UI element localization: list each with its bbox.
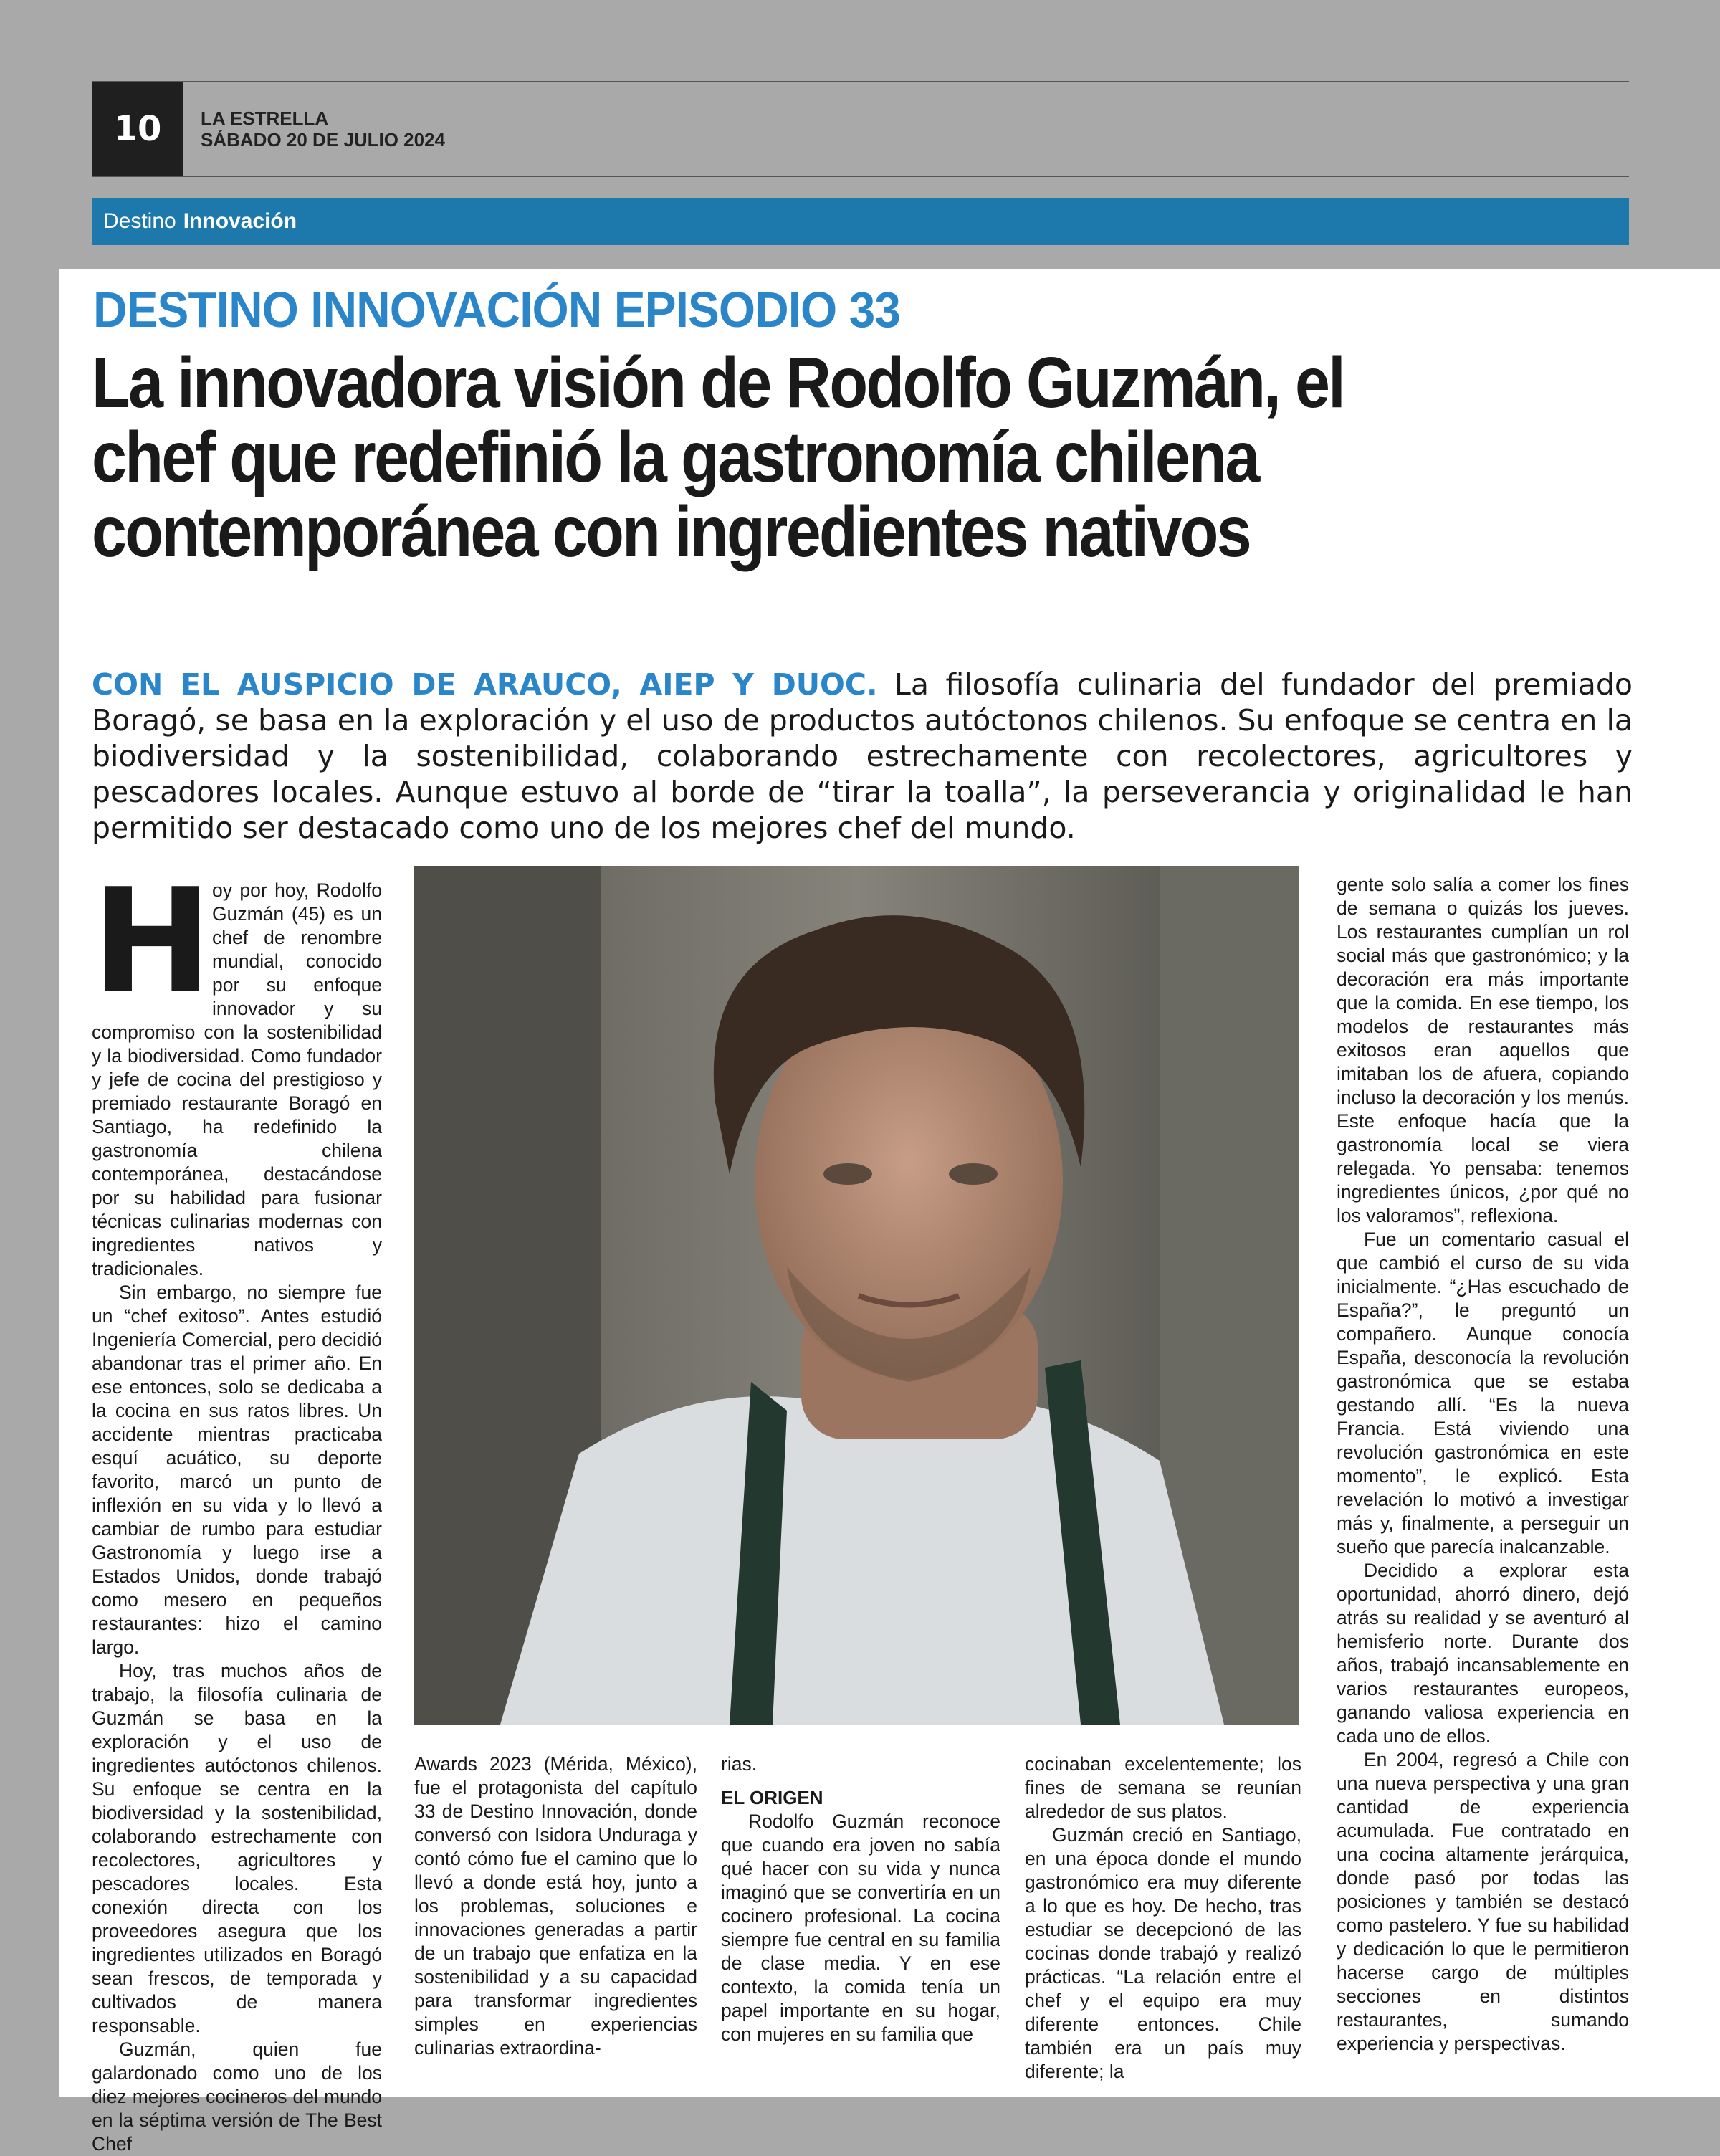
section-label: Destino bbox=[103, 209, 176, 233]
paper-name: LA ESTRELLA bbox=[201, 108, 329, 129]
paper-date: SÁBADO 20 DE JULIO 2024 bbox=[201, 129, 446, 151]
headline-line: La innovadora visión de Rodolfo Guzmán, el bbox=[92, 343, 1344, 423]
article-headline bbox=[92, 343, 1504, 572]
paragraph: Awards 2023 (Mérida, México), fue el protagonista del capítulo 33 de Destino Innovación, donde conversó con Isidora Unduraga y contó cómo fue el camino que lo llevó a donde está hoy, junto a los problemas, soluciones e innovaciones generadas a partir de un trabajo que enfatiza en la sostenibilidad y a su capacidad para transformar ingredientes simples en experiencias culinarias extraordina- bbox=[414, 1753, 697, 2059]
paragraph: gente solo salía a comer los fines de semana o quizás los jueves. Los restaurantes cumplían un rol social más que gastronómico; y la decoración era más importante que la comida. En ese tiempo, los modelos de restaurantes más exitosos eran aquellos que imitaban los de afuera, copiando incluso la decoración y los menús. Este enfoque hacía que la gastronomía local se viera relegada. Yo pensaba: tenemos ingredientes únicos, ¿por qué no los valoramos”, reflexiona. bbox=[1337, 874, 1629, 1226]
paragraph: En 2004, regresó a Chile con una nueva perspectiva y una gran cantidad de experiencia acumulada. Fue contratado en una cocina altamente jerárquica, donde pasó por todas las posiciones y también se destacó como pastelero. Y fue su habilidad y dedicación lo que le permitieron hacerse cargo de múltiples secciones en distintos restaurantes, sumando experiencia y perspectivas. bbox=[1337, 1749, 1629, 2054]
paragraph: Guzmán creció en Santiago, en una época donde el mundo gastronómico era muy diferente a lo que es hoy. De hecho, tras estudiar se decepcionó de las cocinas donde trabajó y realizó prácticas. “La relación entre el chef y el equipo era muy diferente entonces. Chile también era un país muy diferente; la bbox=[1025, 1824, 1301, 2082]
headline-line: chef que redefinió la gastronomía chilena bbox=[92, 417, 1258, 497]
headline-line: contemporánea con ingredientes nativos bbox=[92, 492, 1251, 572]
paragraph: oy por hoy, Rodolfo Guzmán (45) es un chef de renombre mundial, conocido por su enfoque innovador y su compromiso con la sostenibilidad y la biodiversidad. Como fundador y jefe de cocina del prestigioso y premiado restaurante Boragó en Santiago, ha redefinido la gastronomía chilena contemporánea, destacándose por su habilidad para fusionar técnicas culinarias modernas con ingredientes nativos y tradicionales. bbox=[92, 879, 382, 1279]
portrait-photo bbox=[414, 866, 1299, 1725]
column-4 bbox=[1025, 1752, 1301, 2084]
article-lead bbox=[92, 667, 1633, 846]
paragraph: Fue un comentario casual el que cambió el curso de su vida inicialmente. “¿Has escuchado de España?”, le preguntó un compañero. Aunque conocía España, desconocía la revolución gastronómica que se estaba gestando allí. “Es la nueva Francia. Está viviendo una revolución gastronómica en este momento”, le explicó. Esta revelación lo motivó a investigar más y, finalmente, a perseguir un sueño que parecía inalcanzable. bbox=[1337, 1229, 1629, 1558]
header-rule-top bbox=[92, 81, 1629, 82]
paragraph: rias. bbox=[721, 1753, 758, 1775]
drop-cap: H bbox=[92, 858, 212, 1025]
paragraph: cocinaban excelentemente; los fines de semana se reunían alrededor de sus platos. bbox=[1025, 1753, 1301, 1822]
paragraph: Rodolfo Guzmán reconoce que cuando era joven no sabía qué hacer con su vida y nunca imaginó que se convertiría en un cocinero profesional. La cocina siempre fue central en su familia de clase media. Y en ese contexto, la comida tenía un papel importante en su hogar, con mujeres en su familia que bbox=[721, 1811, 1000, 2045]
column-5 bbox=[1337, 873, 1629, 2056]
paragraph: Decidido a explorar esta oportunidad, ahorró dinero, dejó atrás su realidad y se aventuró al hemisferio norte. Durante dos años, trabajó incansablemente en varios restaurantes europeos, ganando valiosa experiencia en cada uno de ellos. bbox=[1337, 1560, 1629, 1747]
page-number: 10 bbox=[92, 82, 183, 176]
paragraph: Sin embargo, no siempre fue un “chef exitoso”. Antes estudió Ingeniería Comercial, pero decidió abandonar tras el primer año. En ese entonces, solo se dedicaba a la cocina en sus ratos libres. Un accidente mientras practicaba esquí acuático, su deporte favorito, marcó un punto de inflexión en su vida y lo llevó a cambiar de rumbo para estudiar Gastronomía y luego irse a Estados Unidos, donde trabajó como mesero en pequeños restaurantes: hizo el camino largo. bbox=[92, 1282, 382, 1658]
paragraph: Hoy, tras muchos años de trabajo, la filosofía culinaria de Guzmán se basa en la exploración y el uso de ingredientes autóctonos chilenos. Su enfoque se centra en la biodiversidad y la sostenibilidad, colaborando estrechamente con recolectores, agricultores y pescadores locales. Esta conexión directa con los proveedores asegura que los ingredientes utilizados en Boragó sean frescos, de temporada y cultivados de manera responsable. bbox=[92, 1660, 382, 2036]
subhead: EL ORIGEN bbox=[721, 1787, 823, 1808]
column-3 bbox=[721, 1752, 1000, 2046]
article-kicker: DESTINO INNOVACIÓN EPISODIO 33 bbox=[93, 282, 900, 338]
column-2 bbox=[414, 1752, 697, 2060]
paragraph: Guzmán, quien fue galardonado como uno de los diez mejores cocineros del mundo en la séptima versión de The Best Chef bbox=[92, 2038, 382, 2155]
section-bar bbox=[92, 198, 1629, 245]
header-rule-bottom bbox=[92, 176, 1629, 177]
lead-text: La filosofía culinaria del fundador del premiado Boragó, se basa en la exploración y el uso de productos autóctonos chilenos. Su enfoque se centra en la biodiversidad y la sostenibilidad, colaborando estrechamente con recolectores, agricultores y pescadores locales. Aunque estuvo al borde de “tirar la toalla”, la perseverancia y originalidad le han permitido ser destacado como uno de los mejores chef del mundo. bbox=[92, 667, 1633, 845]
column-1 bbox=[92, 858, 382, 2156]
lead-sponsor: CON EL AUSPICIO DE ARAUCO, AIEP Y DUOC. bbox=[92, 667, 878, 702]
section-label-strong: Innovación bbox=[183, 209, 297, 233]
